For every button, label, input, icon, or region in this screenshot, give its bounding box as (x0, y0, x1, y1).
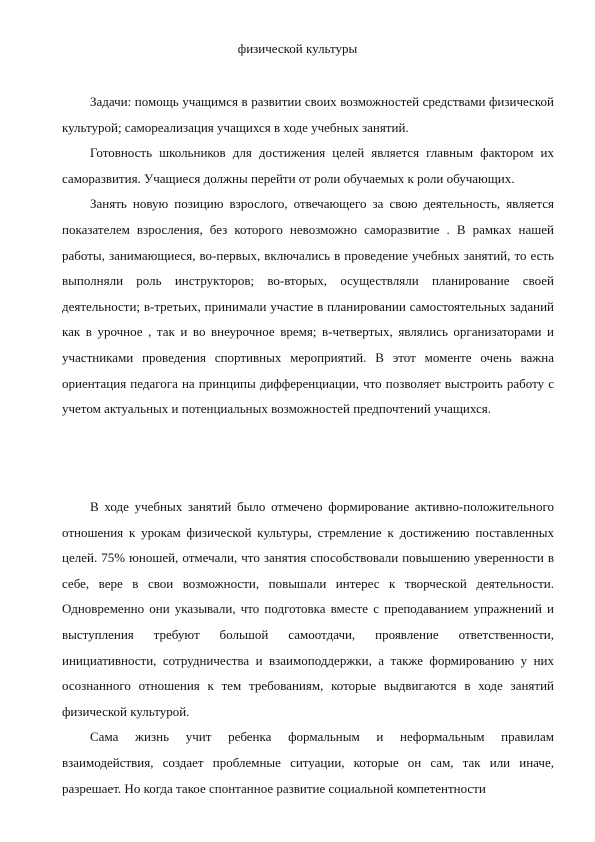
paragraph-life-teaches: Сама жизнь учит ребенка формальным и неформальным правилам взаимодействия, создает проблемные ситуации, которые он сам, так или иначе, разрешает. Но когда такое спонтанное развитие социальной компетентности (62, 729, 554, 796)
text-block-bottom (62, 494, 554, 801)
page-heading: физической культуры (237, 41, 358, 56)
paragraph-lessons-results: В ходе учебных занятий было отмечено формирование активно-положительного отношения к урокам физической культуры, стремление к достижению поставленных целей. 75% юношей, отмечали, что занятия способствовали повышению уверенности в себе, вере в свои возможности, повышали интерес к творческой деятельности. Одновременно они указывали, что подготовка вместе с преподаванием упражнений и выступления требуют большой самоотдачи, проявление ответственности, инициативности, сотрудничества и взаимоподдержки, а также формированию у них осознанного отношения к тем требованиям, которые выдвигаются в ходе занятий физической культурой. (62, 499, 554, 719)
paragraph-readiness: Готовность школьников для достижения целей является главным фактором их саморазвития. Учащиеся должны перейти от роли обучаемых к роли обучающих. (62, 145, 554, 186)
paragraph-new-position: Занять новую позицию взрослого, отвечающего за свою деятельность, является показателем взросления, без которого невозможно саморазвитие . В рамках нашей работы, занимающиеся, во-первых, включались в проведение учебных занятий, то есть выполняли роль инструкторов; во-вторых, осуществляли планирование своей деятельности; в-третьих, принимали участие в планировании самостоятельных заданий как в урочное , так и во внеурочное время; в-четвертых, являлись организаторами и участниками проведения спортивных мероприятий. В этот моменте очень важна ориентация педагога на принципы дифференциации, что позволяет выстроить работу с учетом актуальных и потенциальных возможностей предпочтений учащихся. (62, 196, 554, 417)
text-block-top (62, 89, 554, 422)
paragraph-tasks: Задачи: помощь учащимся в развитии своих возможностей средствами физической культурой; самореализация учащихся в ходе учебных занятий. (62, 94, 554, 135)
